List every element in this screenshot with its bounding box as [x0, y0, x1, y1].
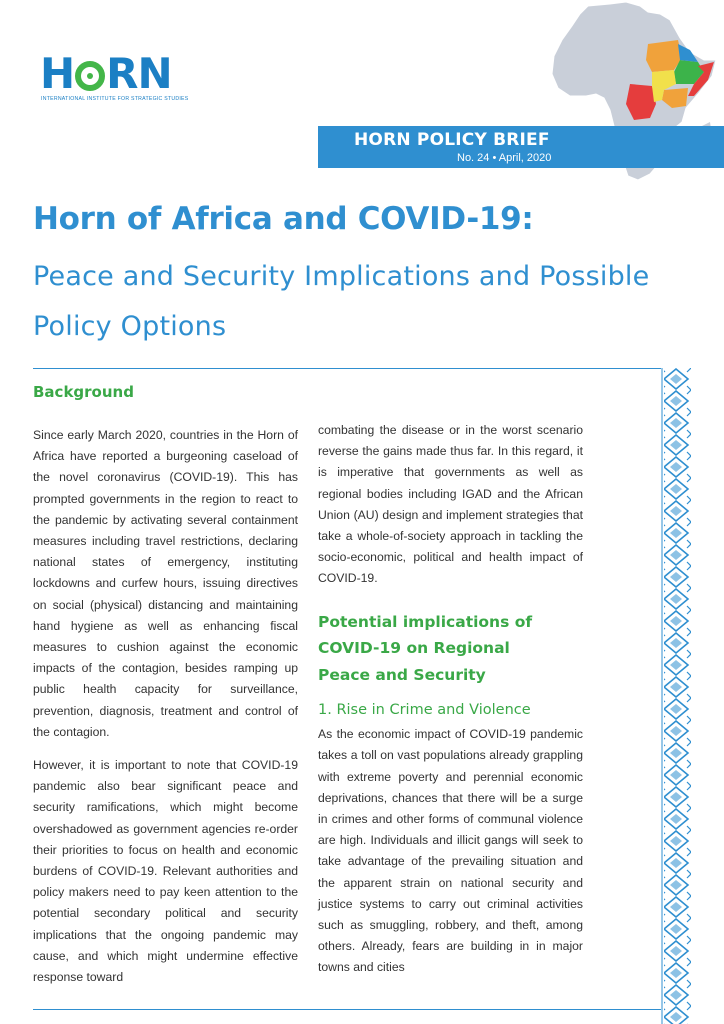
document-title: Horn of Africa and COVID-19:	[33, 201, 534, 237]
logo-letters-h: H	[40, 49, 75, 98]
logo-target-icon	[75, 61, 105, 91]
crime-violence-paragraph: As the economic impact of COVID-19 pandemic takes a toll on vast populations already grappling with extreme poverty and perennial economic deprivations, chances that there will be a surge in crimes and other forms of communal violence are high. Individuals and illicit gangs will seek to take advantage of the prevailing situation and the apparent strain on national security and justice systems to carry out criminal activities such as smuggling, robbery, and theft, among others. Already, fears are building in in major towns and cities	[318, 727, 583, 975]
bottom-divider	[33, 1009, 661, 1010]
background-paragraph-1: Since early March 2020, countries in the Horn of Africa have reported a burgeoning caseload of the novel coronavirus (COVID-19). This has prompted governments in the region to react to the pandemic by activating several containment measures including travel restrictions, declaring national states of emergency, instituting lockdowns and curfew hours, issuing directives on social (physical) distancing and maintaining hand hygiene as well as enhancing fiscal measures to cushion against the economic impacts of the contagion, besides ramping up public health capacity for surveillance, prevention, diagnosis, treatment and control of the contagion.	[33, 428, 298, 739]
logo-letters-rn: RN	[106, 49, 172, 98]
background-continuation: combating the disease or in the worst scenario reverse the gains made thus far. In this regard, it is imperative that governments as well as regional bodies including IGAD and the African Union (AU) design and implement strategies that take a whole-of-society approach in tackling the socio-economic, political and health impact of COVID-19.	[318, 423, 583, 586]
left-column	[33, 380, 298, 988]
logo-wordmark	[40, 49, 172, 98]
document-subtitle: Peace and Security Implications and Possible Policy Options	[33, 261, 650, 342]
implications-heading: Potential implications of COVID-19 on Regional Peace and Security	[318, 612, 533, 684]
banner-issue-date: No. 24 • April, 2020	[457, 152, 552, 164]
banner-title: HORN POLICY BRIEF	[354, 130, 550, 150]
background-heading: Background	[33, 383, 134, 401]
right-column	[318, 420, 583, 979]
horn-logo	[40, 49, 210, 112]
djibouti-eritrea-region	[678, 44, 698, 62]
background-paragraph-2: However, it is important to note that COVID-19 pandemic also bear significant peace and security ramifications, which might become overshadowed as government agencies re-order their priorities to focus on health and economic burdens of COVID-19. Relevant authorities and policy makers need to pay keen attention to the potential secondary political and security implications that the ongoing pandemic may cause, and which might undermine effective response toward	[33, 758, 298, 985]
logo-subtitle: INTERNATIONAL INSTITUTE FOR STRATEGIC STUDIES	[41, 96, 189, 102]
top-divider	[33, 368, 661, 369]
policy-brief-banner	[318, 126, 724, 168]
decorative-border-pattern	[661, 368, 691, 1024]
crime-violence-subheading: 1. Rise in Crime and Violence	[318, 702, 531, 719]
